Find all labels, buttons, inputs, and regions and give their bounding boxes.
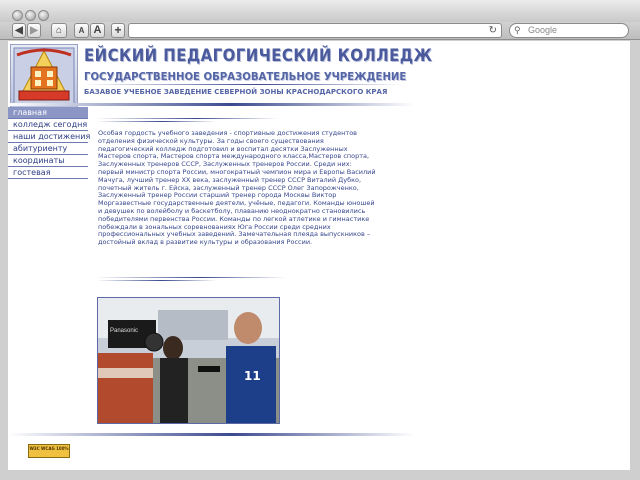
content-top-divider-2: [96, 121, 216, 122]
nav-item-home[interactable]: главная: [8, 107, 88, 119]
title-bar: [0, 0, 640, 22]
page-subtitle: ГОСУДАРСТВЕННОЕ ОБРАЗОВАТЕЛЬНОЕ УЧРЕЖДЕНИЕ: [84, 70, 407, 83]
college-logo: [10, 44, 78, 108]
close-window-button[interactable]: [12, 10, 23, 21]
nav-item-applicants[interactable]: абитуриенту: [8, 143, 88, 155]
page-title: ЕЙСКИЙ ПЕДАГОГИЧЕСКИЙ КОЛЛЕДЖ: [84, 46, 433, 66]
content-top-divider: [96, 118, 278, 119]
nav-item-college-today[interactable]: колледж сегодня: [8, 119, 88, 131]
forward-button[interactable]: ▶: [27, 23, 41, 38]
camera-brand: Panasonic: [110, 328, 139, 334]
zoom-window-button[interactable]: [38, 10, 49, 21]
sports-photo: [97, 297, 280, 424]
reload-icon[interactable]: ↻: [488, 25, 497, 36]
footer-divider: [8, 433, 414, 436]
photo-divider: [96, 277, 286, 278]
search-placeholder: Google: [528, 25, 558, 35]
web-page: [8, 41, 630, 470]
add-bookmark-button[interactable]: +: [111, 23, 125, 38]
page-subtitle-2: БАЗАВОЕ УЧЕБНОЕ ЗАВЕДЕНИЕ СЕВЕРНОЙ ЗОНЫ КРАСНОДАРСКОГО КРАЯ: [84, 88, 388, 96]
interview-photo-image: [98, 298, 280, 424]
text-smaller-button[interactable]: A: [74, 23, 89, 38]
main-navigation: [8, 107, 91, 179]
nav-item-guestbook[interactable]: гостевая: [8, 167, 88, 179]
jersey-number: 11: [244, 369, 261, 383]
article-text: Особая гордость учебного заведения - спортивные достижения студентов отделения физической культуры. За годы своего существования педагогический колледж подготовил и воспитал десятки Заслуженных Мастеров спорта, Мастеров спорта международного класса,Мастеров спорта, Заслуженных тренеров СССР, Заслуженных тренеров России. Среди них: первый министр спорта России, многократный чемпион мира и Европы Василий Мачуга, лучший тренер XX века, заслуженный тренер СССР Виталий Дубко, почетный житель г. Ейска, заслуженный тренер СССР Олег Запорожченко, Заслуженный тренер России старший тренер города Москвы Виктор Моргазвестные государственные деятели, учёные, педагоги. Команды юношей и девушек по волейболу и баскетболу, плаванию неоднократно становились победителями первенства России. Команды по легкой атлетике и гимнастике побеждали в зональных соревнованиях Юга России среди средних профессиональных учебных заведений. Замечательная плеяда выпускников – достойный вклад в развитие культуры и образования России.: [98, 129, 376, 247]
minimize-window-button[interactable]: [25, 10, 36, 21]
back-button[interactable]: ◀: [12, 23, 26, 38]
nav-item-achievements[interactable]: наши достижения: [8, 131, 88, 143]
nav-item-contacts[interactable]: координаты: [8, 155, 88, 167]
header-divider-thin: [84, 84, 402, 85]
address-bar[interactable]: [128, 23, 502, 38]
search-field[interactable]: [509, 23, 629, 38]
accessibility-badge[interactable]: W3C WCAG 100%: [28, 444, 70, 458]
search-icon: ⚲: [514, 25, 521, 35]
header-divider: [8, 103, 414, 106]
logo-emblem-icon: [11, 45, 77, 107]
home-button[interactable]: ⌂: [51, 23, 67, 38]
browser-toolbar: [0, 22, 640, 40]
text-bigger-button[interactable]: A: [90, 23, 105, 38]
photo-divider-2: [96, 280, 216, 281]
